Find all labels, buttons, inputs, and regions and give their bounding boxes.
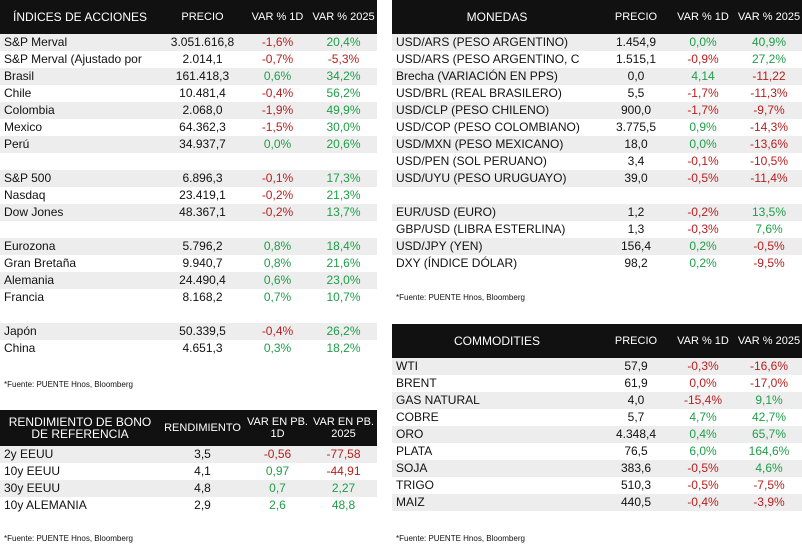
indices-header-price: PRECIO: [160, 0, 245, 34]
row-var-1d: 0,7%: [263, 290, 292, 304]
row-value: 1.515,1: [615, 52, 657, 66]
row-name: USD/BRL (REAL BRASILERO): [396, 86, 562, 100]
monedas-body: [392, 34, 802, 272]
row-value: 510,3: [620, 478, 652, 492]
monedas-panel: [392, 0, 802, 272]
row-var-1d: -0,3%: [670, 358, 736, 375]
table-row: [0, 480, 377, 497]
row-var-2025: -0,5%: [736, 238, 802, 255]
row-value: 383,6: [602, 460, 670, 477]
row-var-1d: 0,3%: [263, 341, 292, 355]
table-row: [0, 272, 377, 289]
row-var-2025: -9,7%: [736, 102, 802, 119]
row-name: Dow Jones: [0, 204, 160, 221]
row-var-1d: -0,9%: [687, 52, 719, 66]
row-value: 4,8: [160, 480, 245, 497]
table-row: [392, 221, 802, 238]
spacer-row: [392, 187, 802, 204]
row-var-2025: -17,0%: [749, 376, 789, 390]
row-name: S&P 500: [0, 170, 160, 187]
commodities-header-var2025: VAR % 2025: [736, 324, 802, 358]
bonds-source: *Fuente: PUENTE Hnos, Bloomberg: [4, 534, 133, 543]
row-var-1d: 4,14: [670, 68, 736, 85]
spacer-row: [0, 153, 377, 170]
row-var-1d: -1,7%: [687, 86, 719, 100]
row-var-1d: -15,4%: [670, 392, 736, 409]
row-var-2025: -77,58: [310, 446, 377, 463]
table-row: [0, 204, 377, 221]
row-var-1d: 0,0%: [670, 136, 736, 153]
row-var-2025: -9,5%: [753, 256, 785, 270]
row-name: WTI: [392, 358, 602, 375]
row-value: 18,0: [602, 136, 670, 153]
row-var-2025: 18,2%: [326, 341, 361, 355]
row-var-1d: -0,3%: [687, 222, 719, 236]
row-value: 156,4: [602, 238, 670, 255]
indices-header-var1d: VAR % 1D: [245, 0, 310, 34]
row-var-2025: -11,4%: [736, 170, 802, 187]
row-var-1d: -0,4%: [670, 494, 736, 511]
spacer-cell: [0, 221, 377, 238]
commodities-table: [392, 324, 802, 511]
row-var-2025: 65,7%: [736, 426, 802, 443]
row-name: Brasil: [0, 68, 160, 85]
indices-table: [0, 0, 377, 357]
row-value: 48.367,1: [160, 204, 245, 221]
table-row: [392, 494, 802, 511]
table-row: [392, 102, 802, 119]
spacer-cell: [0, 153, 377, 170]
row-var-2025: -13,6%: [736, 136, 802, 153]
table-row: [392, 170, 802, 187]
row-name: GAS NATURAL: [392, 392, 602, 409]
row-var-2025: 13,5%: [736, 204, 802, 221]
table-row: [392, 255, 802, 272]
row-var-1d: -0,2%: [261, 188, 294, 202]
table-row: [392, 85, 802, 102]
row-var-2025: 13,7%: [310, 204, 377, 221]
row-value: 50.339,5: [160, 323, 245, 340]
row-name: PLATA: [396, 444, 433, 458]
row-var-2025: 164,6%: [748, 444, 790, 458]
row-var-2025: 18,4%: [310, 238, 377, 255]
row-var-1d: -0,4%: [261, 86, 294, 100]
row-value: 6.896,3: [160, 170, 245, 187]
indices-header-name: ÍNDICES DE ACCIONES: [0, 0, 160, 34]
row-value: 900,0: [602, 102, 670, 119]
row-var-2025: -7,5%: [753, 478, 785, 492]
row-var-1d: 0,9%: [689, 120, 717, 134]
row-value: 3,5: [160, 446, 245, 463]
row-var-2025: 21,3%: [326, 188, 361, 202]
row-name: Perú: [0, 136, 160, 153]
indices-panel: [0, 0, 377, 357]
monedas-header-price: PRECIO: [602, 0, 670, 34]
row-value: 39,0: [602, 170, 670, 187]
row-value: 64.362,3: [179, 120, 226, 134]
row-name: China: [4, 341, 36, 355]
table-row: [392, 68, 802, 85]
table-row: [392, 409, 802, 426]
row-name: EUR/USD (EURO): [392, 204, 602, 221]
row-var-1d: 6,0%: [689, 444, 717, 458]
table-row: [0, 238, 377, 255]
row-var-1d: -0,5%: [670, 170, 736, 187]
commodities-panel: [392, 324, 802, 511]
bonds-header-var1d: VAR EN PB. 1D: [245, 410, 310, 446]
row-name: USD/MXN (PESO MEXICANO): [392, 136, 602, 153]
indices-body: [0, 34, 377, 357]
row-var-2025: 42,7%: [751, 410, 787, 424]
row-var-1d: -0,5%: [670, 460, 736, 477]
row-var-1d: 0,0%: [245, 136, 310, 153]
bonds-header-yield: RENDIMIENTO: [160, 410, 245, 446]
row-value: 5,5: [627, 86, 645, 100]
row-var-1d: -0,2%: [670, 204, 736, 221]
row-var-2025: 7,6%: [755, 222, 783, 236]
monedas-header-var2025: VAR % 2025: [736, 0, 802, 34]
row-var-2025: -5,3%: [327, 52, 360, 66]
row-name: Nasdaq: [4, 188, 46, 202]
table-row: [392, 34, 802, 51]
row-var-1d: 0,8%: [245, 238, 310, 255]
table-row: [0, 51, 377, 68]
row-var-1d: 0,97: [265, 464, 290, 478]
indices-source: *Fuente: PUENTE Hnos, Bloomberg: [4, 380, 133, 389]
row-value: 1.454,9: [602, 34, 670, 51]
row-name: DXY (ÍNDICE DÓLAR): [396, 256, 518, 270]
table-row: [392, 426, 802, 443]
row-var-2025: 30,0%: [326, 120, 361, 134]
spacer-row: [0, 306, 377, 323]
row-var-2025: 48,8: [331, 498, 356, 512]
row-value: 440,5: [602, 494, 670, 511]
row-var-1d: 0,0%: [689, 376, 717, 390]
row-var-2025: -3,9%: [736, 494, 802, 511]
row-var-1d: 2,6: [269, 498, 286, 512]
row-var-1d: -0,56: [245, 446, 310, 463]
row-value: 9.940,7: [182, 256, 223, 270]
spacer-cell: [392, 187, 802, 204]
row-name: ORO: [392, 426, 602, 443]
row-value: 76,5: [624, 444, 648, 458]
row-value: 2,9: [194, 498, 211, 512]
monedas-source: *Fuente: PUENTE Hnos, Bloomberg: [396, 293, 525, 302]
commodities-header-var1d: VAR % 1D: [670, 324, 736, 358]
table-row: [0, 102, 377, 119]
row-var-1d: 0,6%: [245, 272, 310, 289]
table-row: [392, 358, 802, 375]
row-name: 2y EEUU: [0, 446, 160, 463]
row-var-1d: 4,7%: [689, 410, 717, 424]
table-row: [0, 136, 377, 153]
monedas-header-name: MONEDAS: [392, 0, 602, 34]
row-name: USD/JPY (YEN): [392, 238, 602, 255]
row-name: Japón: [0, 323, 160, 340]
bonds-header-name: RENDIMIENTO DE BONO DE REFERENCIA: [0, 410, 160, 446]
row-value: 3,4: [627, 154, 645, 168]
row-value: 34.937,7: [160, 136, 245, 153]
row-var-1d: -0,4%: [245, 323, 310, 340]
row-name: S&P Merval (Ajustado por: [4, 52, 142, 66]
table-row: [392, 477, 802, 494]
row-value: 10.481,4: [179, 86, 226, 100]
row-value: 57,9: [602, 358, 670, 375]
row-name: 10y ALEMANIA: [4, 498, 87, 512]
row-var-2025: 34,2%: [310, 68, 377, 85]
row-value: 2.068,0: [160, 102, 245, 119]
commodities-header-price: PRECIO: [602, 324, 670, 358]
table-row: [0, 34, 377, 51]
row-name: Brecha (VARIACIÓN EN PPS): [392, 68, 602, 85]
row-value: 4,0: [602, 392, 670, 409]
row-var-1d: -0,1%: [245, 170, 310, 187]
row-var-1d: -0,1%: [687, 154, 719, 168]
row-var-1d: -1,6%: [245, 34, 310, 51]
row-var-2025: 17,3%: [310, 170, 377, 187]
table-row: [0, 497, 377, 514]
table-row: [392, 51, 802, 68]
table-row: [0, 170, 377, 187]
row-name: S&P Merval: [0, 34, 160, 51]
spacer-cell: [0, 306, 377, 323]
row-var-2025: 40,9%: [736, 34, 802, 51]
row-var-2025: 20,4%: [310, 34, 377, 51]
commodities-source: *Fuente: PUENTE Hnos, Bloomberg: [396, 534, 525, 543]
row-name: Chile: [4, 86, 32, 100]
table-row: [392, 153, 802, 170]
row-value: 1,3: [627, 222, 645, 236]
row-name: USD/ARS (PESO ARGENTINO, C: [396, 52, 580, 66]
row-value: 4.348,4: [602, 426, 670, 443]
row-value: 5,7: [627, 410, 645, 424]
bonds-table: [0, 410, 377, 514]
row-var-1d: -0,7%: [261, 52, 294, 66]
row-var-1d: -0,5%: [687, 478, 719, 492]
row-var-2025: 21,6%: [326, 256, 361, 270]
table-row: [0, 119, 377, 136]
row-var-2025: -44,91: [326, 464, 361, 478]
commodities-body: [392, 358, 802, 511]
row-var-1d: -1,7%: [670, 102, 736, 119]
table-row: [0, 289, 377, 306]
row-var-2025: 26,2%: [310, 323, 377, 340]
row-value: 61,9: [624, 376, 648, 390]
row-var-2025: -14,3%: [749, 120, 789, 134]
row-var-2025: 10,7%: [326, 290, 361, 304]
row-value: 24.490,4: [160, 272, 245, 289]
row-var-1d: 0,7: [245, 480, 310, 497]
row-var-2025: -10,5%: [749, 154, 789, 168]
table-row: [392, 238, 802, 255]
spacer-row: [0, 221, 377, 238]
table-row: [0, 463, 377, 480]
row-value: 5.796,2: [160, 238, 245, 255]
row-name: USD/PEN (SOL PERUANO): [396, 154, 547, 168]
table-row: [0, 255, 377, 272]
row-value: 98,2: [624, 256, 648, 270]
row-name: Gran Bretaña: [4, 256, 77, 270]
row-var-2025: -11,3%: [750, 86, 788, 100]
row-var-2025: 9,1%: [736, 392, 802, 409]
row-name: GBP/USD (LIBRA ESTERLINA): [396, 222, 566, 236]
table-row: [392, 204, 802, 221]
row-name: USD/ARS (PESO ARGENTINO): [392, 34, 602, 51]
row-value: 8.168,2: [182, 290, 223, 304]
bonds-body: [0, 446, 377, 514]
table-row: [0, 340, 377, 357]
row-var-1d: 0,0%: [670, 34, 736, 51]
row-var-1d: 0,4%: [670, 426, 736, 443]
row-name: USD/COP (PESO COLOMBIANO): [396, 120, 580, 134]
table-row: [0, 446, 377, 463]
row-value: 1,2: [602, 204, 670, 221]
row-var-2025: 27,2%: [751, 52, 787, 66]
row-var-1d: 0,6%: [245, 68, 310, 85]
commodities-header-name: COMMODITIES: [392, 324, 602, 358]
row-value: 4.651,3: [182, 341, 223, 355]
bonds-panel: [0, 410, 377, 514]
row-name: USD/UYU (PESO URUGUAYO): [392, 170, 602, 187]
row-var-2025: -16,6%: [736, 358, 802, 375]
row-var-1d: 0,8%: [263, 256, 292, 270]
bonds-header-var2025: VAR EN PB. 2025: [310, 410, 377, 446]
row-var-2025: 23,0%: [310, 272, 377, 289]
row-value: 4,1: [194, 464, 211, 478]
monedas-table: [392, 0, 802, 272]
table-row: [392, 119, 802, 136]
row-var-1d: -1,9%: [245, 102, 310, 119]
row-name: 10y EEUU: [4, 464, 61, 478]
table-row: [0, 68, 377, 85]
table-row: [392, 136, 802, 153]
row-name: Alemania: [0, 272, 160, 289]
row-var-2025: 56,2%: [326, 86, 361, 100]
row-value: 3.051.616,8: [160, 34, 245, 51]
row-name: Colombia: [0, 102, 160, 119]
table-row: [0, 323, 377, 340]
table-row: [392, 392, 802, 409]
monedas-header-var1d: VAR % 1D: [670, 0, 736, 34]
table-row: [392, 443, 802, 460]
row-var-1d: 0,2%: [689, 256, 717, 270]
row-value: 23.419,1: [179, 188, 226, 202]
row-value: 2.014,1: [182, 52, 223, 66]
table-row: [392, 375, 802, 392]
row-value: 3.775,5: [615, 120, 657, 134]
row-name: MAIZ: [392, 494, 602, 511]
row-name: BRENT: [396, 376, 437, 390]
row-name: Eurozona: [0, 238, 160, 255]
row-name: SOJA: [392, 460, 602, 477]
row-name: USD/CLP (PESO CHILENO): [392, 102, 602, 119]
row-name: Mexico: [4, 120, 43, 134]
row-name: Francia: [4, 290, 45, 304]
table-row: [0, 85, 377, 102]
table-row: [0, 187, 377, 204]
row-name: 30y EEUU: [0, 480, 160, 497]
row-name: TRIGO: [396, 478, 434, 492]
row-name: COBRE: [396, 410, 439, 424]
row-var-1d: -0,2%: [245, 204, 310, 221]
row-var-2025: 4,6%: [736, 460, 802, 477]
row-var-2025: 49,9%: [310, 102, 377, 119]
row-var-1d: -1,5%: [261, 120, 294, 134]
row-value: 0,0: [602, 68, 670, 85]
row-var-1d: 0,2%: [670, 238, 736, 255]
row-var-2025: 2,27: [310, 480, 377, 497]
row-value: 161.418,3: [160, 68, 245, 85]
row-var-2025: 20,6%: [310, 136, 377, 153]
table-row: [392, 460, 802, 477]
row-var-2025: -11,22: [736, 68, 802, 85]
indices-header-var2025: VAR % 2025: [310, 0, 377, 34]
